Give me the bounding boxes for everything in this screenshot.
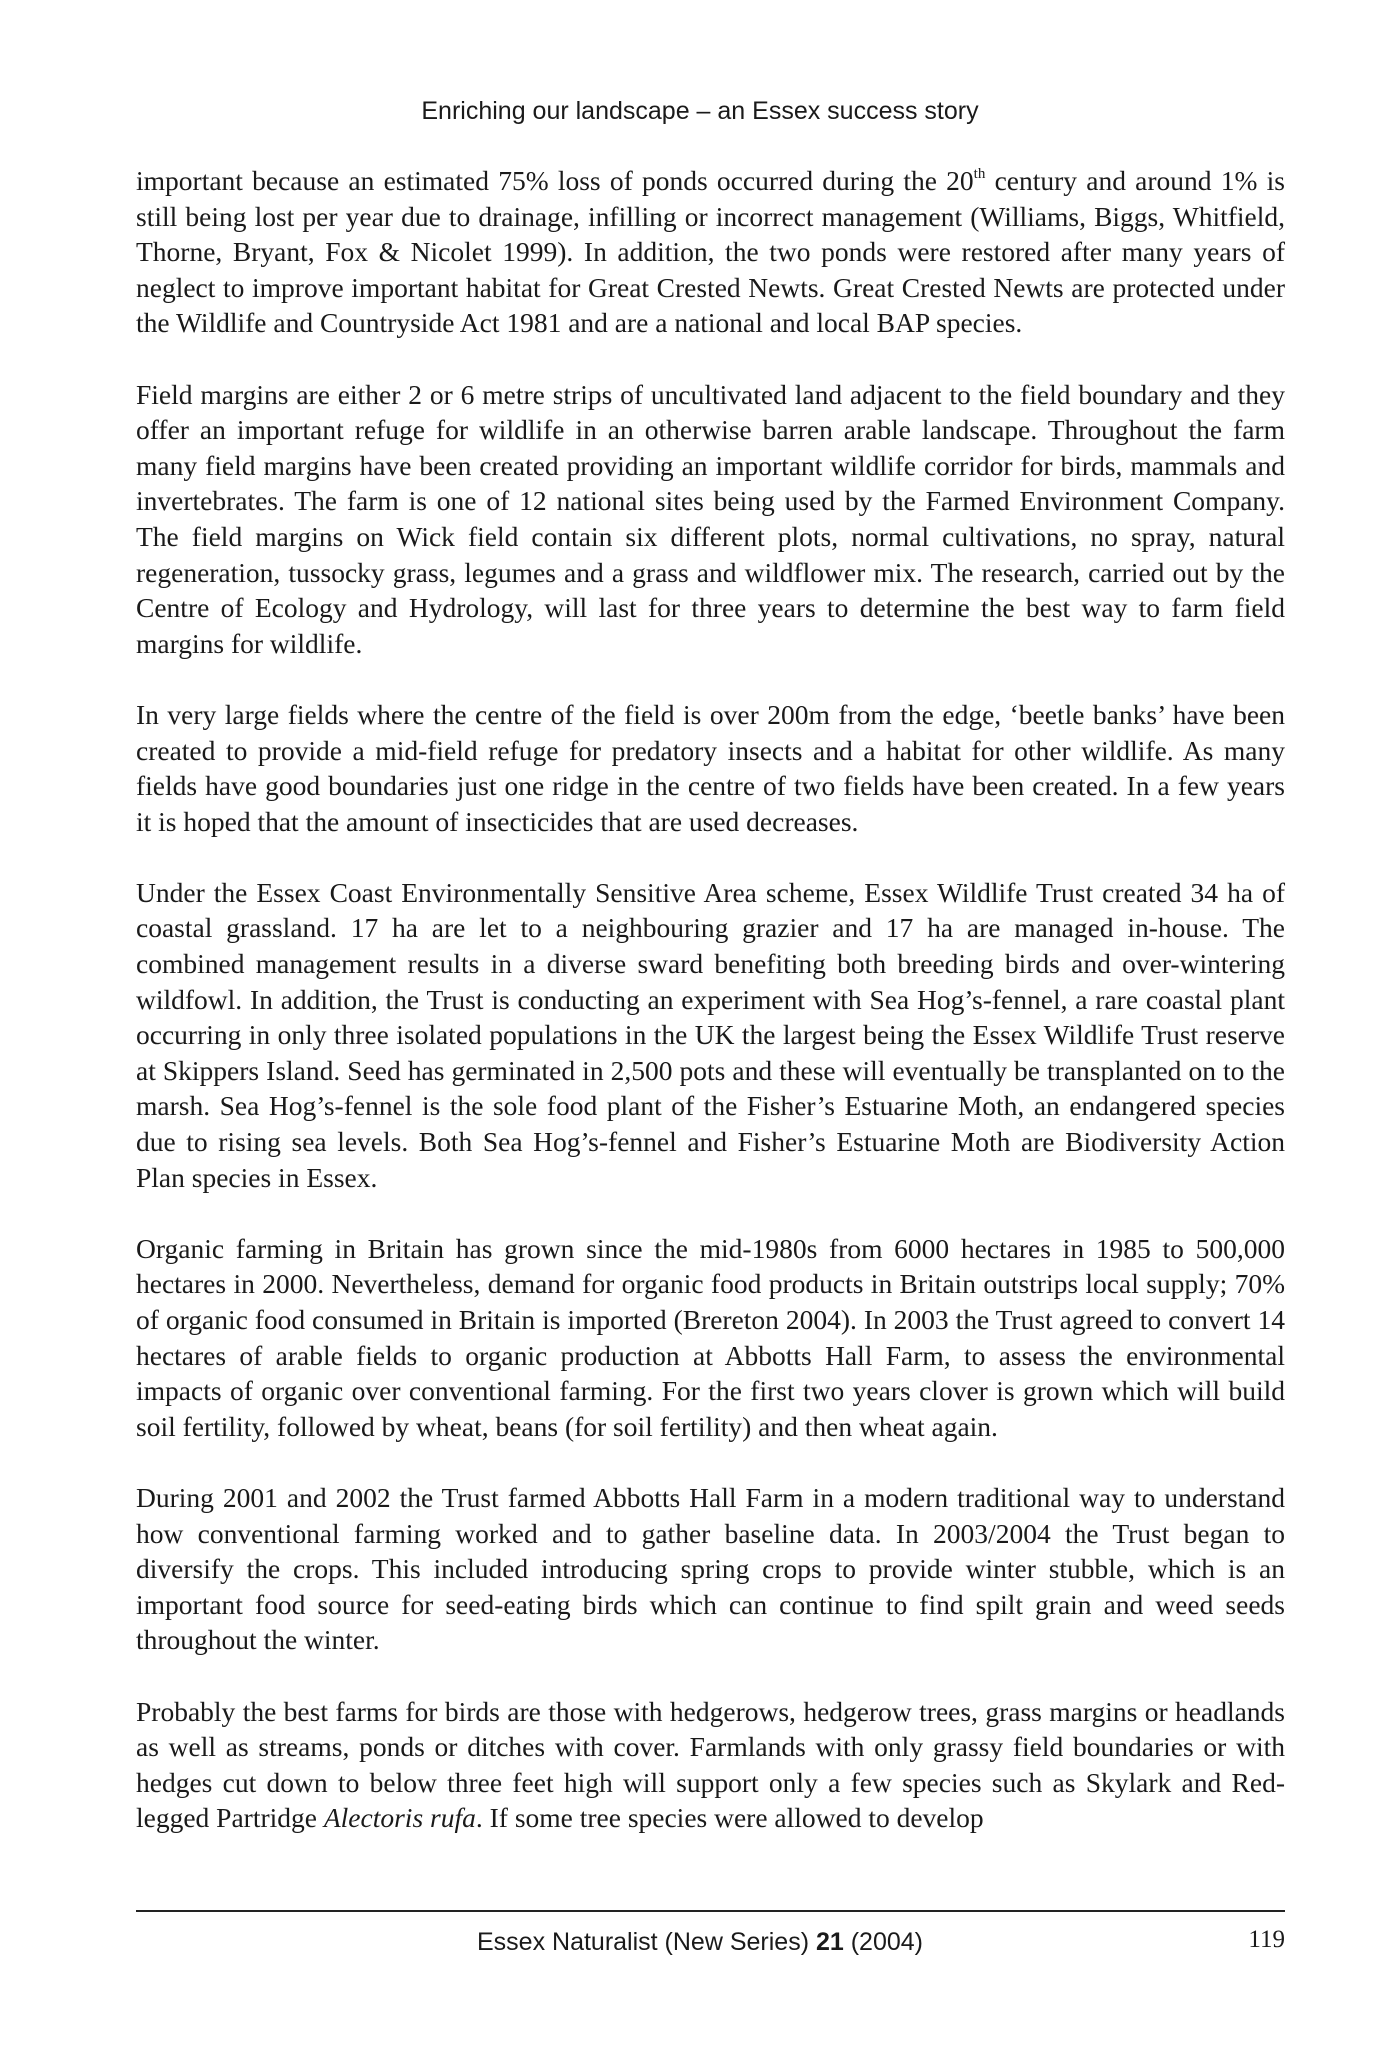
paragraph-text: . If some tree species were allowed to develop [475,1802,984,1834]
paragraph: Under the Essex Coast Environmentally Sensitive Area scheme, Essex Wildlife Trust created 34 ha of coastal grassland. 17 ha are let to a neighbouring grazier and 17 ha are managed in-house. The combined management results in a diverse sward benefiting both breeding birds and over-wintering wildfowl. In addition, the Trust is conducting an experiment with Sea Hog’s-fennel, a rare coastal plant occurring in only three isolated populations in the UK the largest being the Essex Wildlife Trust reserve at Skippers Island. Seed has germinated in 2,500 pots and these will eventually be transplanted on to the marsh. Sea Hog’s-fennel is the sole food plant of the Fisher’s Estuarine Moth, an endangered species due to rising sea levels. Both Sea Hog’s-fennel and Fisher’s Estuarine Moth are Biodiversity Action Plan species in Essex. [136,876,1285,1193]
paragraph [136,163,1285,341]
journal-volume: 21 [815,1928,844,1956]
footer-journal-citation [0,1928,1400,1957]
paragraph-text: important because an estimated 75% loss of ponds occurred during the 20 [136,165,974,196]
paragraph: During 2001 and 2002 the Trust farmed Abbotts Hall Farm in a modern traditional way to understand how conventional farming worked and to gather baseline data. In 2003/2004 the Trust began to diversify the crops. This included introducing spring crops to provide winter stubble, which is an important food source for seed-eating birds which can continue to find spilt grain and weed seeds throughout the winter. [136,1481,1285,1656]
paragraph: Field margins are either 2 or 6 metre strips of uncultivated land adjacent to the field boundary and they offer an important refuge for wildlife in an otherwise barren arable landscape. Throughout the farm many field margins have been created providing an important wildlife corridor for birds, mammals and invertebrates. The farm is one of 12 national sites being used by the Farmed Environment Company. The field margins on Wick field contain six different plots, normal cultivations, no spray, natural regeneration, tussocky grass, legumes and a grass and wildflower mix. The research, carried out by the Centre of Ecology and Hydrology, will last for three years to determine the best way to farm field margins for wildlife. [136,378,1285,659]
paragraph: In very large fields where the centre of the field is over 200m from the edge, ‘beetle banks’ have been created to provide a mid-field refuge for predatory insects and a habitat for other wildlife. As many fields have good boundaries just one ridge in the centre of two fields have been created. In a few years it is hoped that the amount of insecticides that are used decreases. [136,698,1285,837]
running-header: Enriching our landscape – an Essex success story [421,97,979,125]
footer-divider [136,1910,1285,1912]
page-number: 119 [1248,1926,1285,1953]
superscript-ordinal: th [973,166,986,182]
paragraph [136,1694,1285,1836]
species-name: Alectoris rufa [323,1802,476,1834]
journal-name: Essex Naturalist (New Series) [476,1928,816,1956]
body-text [136,163,1285,1836]
paragraph-text: century and around 1% is still being lost per year due to drainage, infilling or incorrect management (Williams, Biggs, Whitfield, Thorne, Bryant, Fox & Nicolet 1999). In addition, the two ponds were restored after many years of neglect to improve important habitat for Great Crested Newts. Great Crested Newts are protected under the Wildlife and Countryside Act 1981 and are a national and local BAP species. [136,165,1286,339]
paragraph-text: Probably the best farms for birds are those with hedgerows, hedgerow trees, grass margins or headlands as well as streams, ponds or ditches with cover. Farmlands with only grassy field boundaries or with hedges cut down to below three feet high will support only a few species such as Skylark and Red-legged Partridge [136,1695,1285,1834]
paragraph: Organic farming in Britain has grown since the mid-1980s from 6000 hectares in 1985 to 500,000 hectares in 2000. Nevertheless, demand for organic food products in Britain outstrips local supply; 70% of organic food consumed in Britain is imported (Brereton 2004). In 2003 the Trust agreed to convert 14 hectares of arable fields to organic production at Abbotts Hall Farm, to assess the environmental impacts of organic over conventional farming. For the first two years clover is grown which will build soil fertility, followed by wheat, beans (for soil fertility) and then wheat again. [136,1232,1285,1442]
journal-year: (2004) [843,1928,923,1956]
